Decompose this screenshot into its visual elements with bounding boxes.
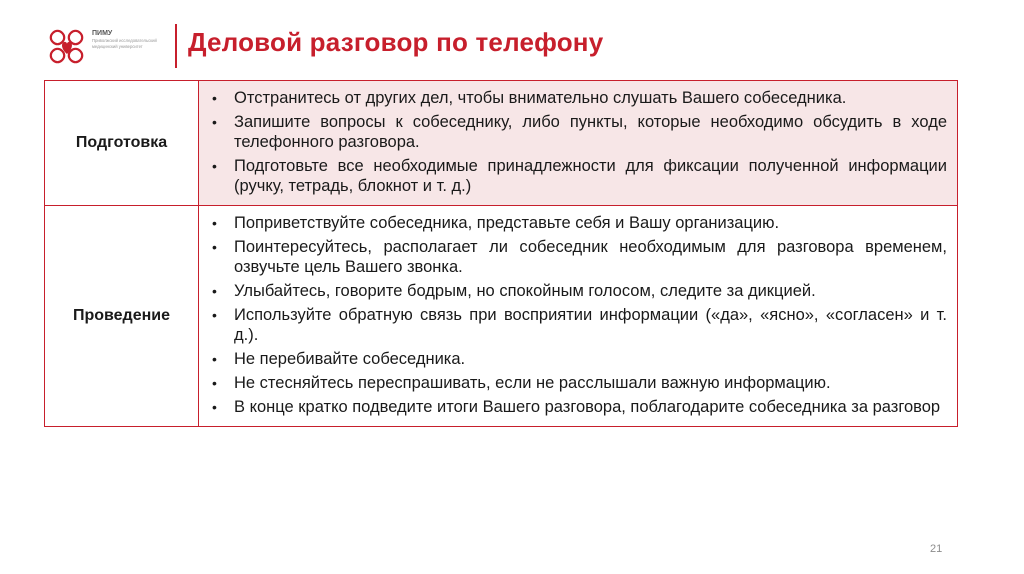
row-label-preparation: Подготовка [45,81,199,206]
guidelines-table [44,80,958,427]
bullet-icon: • [212,215,217,231]
slide-header [0,0,1024,72]
list-item [207,281,947,301]
row-content-preparation [199,81,958,206]
bullet-icon: • [212,90,217,106]
header-divider [175,24,177,68]
list-item-text: Отстранитесь от других дел, чтобы внимательно слушать Вашего собеседника. [234,89,847,107]
list-item-text: Не перебивайте собеседника. [234,350,466,368]
logo-subtitle: Приволжский исследовательский медицинский университет [92,38,157,49]
list-item-text: Не стесняйтесь переспрашивать, если не расслышали важную информацию. [234,374,831,392]
list-item-text: Подготовьте все необходимые принадлежности для фиксации полученной информации (ручку, тетрадь, блокнот и т. д.) [234,157,947,195]
table-row-preparation [45,81,958,206]
list-item-text: Используйте обратную связь при восприятии информации («да», «ясно», «согласен» и т. д.). [234,306,947,344]
row-content-conduct [199,206,958,427]
bullet-icon: • [212,351,217,367]
list-item [207,156,947,196]
list-item-text: Улыбайтесь, говорите бодрым, но спокойным голосом, следите за дикцией. [234,282,816,300]
conduct-list [207,213,947,417]
list-item [207,213,947,233]
list-item [207,373,947,393]
list-item [207,88,947,108]
list-item [207,305,947,345]
list-item [207,349,947,369]
page-number: 21 [930,543,943,555]
logo-name: ПИМУ [92,30,113,37]
bullet-icon: • [212,114,217,130]
list-item [207,112,947,152]
logo-text [92,29,172,50]
university-logo-icon [47,27,87,67]
bullet-icon: • [212,158,217,174]
preparation-list [207,88,947,196]
list-item-text: В конце кратко подведите итоги Вашего разговора, поблагодарите собеседника за разговор [234,398,941,416]
bullet-icon: • [212,375,217,391]
table-row-conduct [45,206,958,427]
list-item [207,397,947,417]
list-item [207,237,947,277]
bullet-icon: • [212,239,217,255]
list-item-text: Поприветствуйте собеседника, представьте себя и Вашу организацию. [234,214,780,232]
bullet-icon: • [212,399,217,415]
page-title: Деловой разговор по телефону [188,27,604,57]
list-item-text: Поинтересуйтесь, располагает ли собеседник необходимым для разговора временем, озвучьте цель Вашего звонка. [234,238,947,276]
row-label-conduct: Проведение [45,206,199,427]
bullet-icon: • [212,307,217,323]
bullet-icon: • [212,283,217,299]
list-item-text: Запишите вопросы к собеседнику, либо пункты, которые необходимо обсудить в ходе телефонного разговора. [234,113,947,151]
